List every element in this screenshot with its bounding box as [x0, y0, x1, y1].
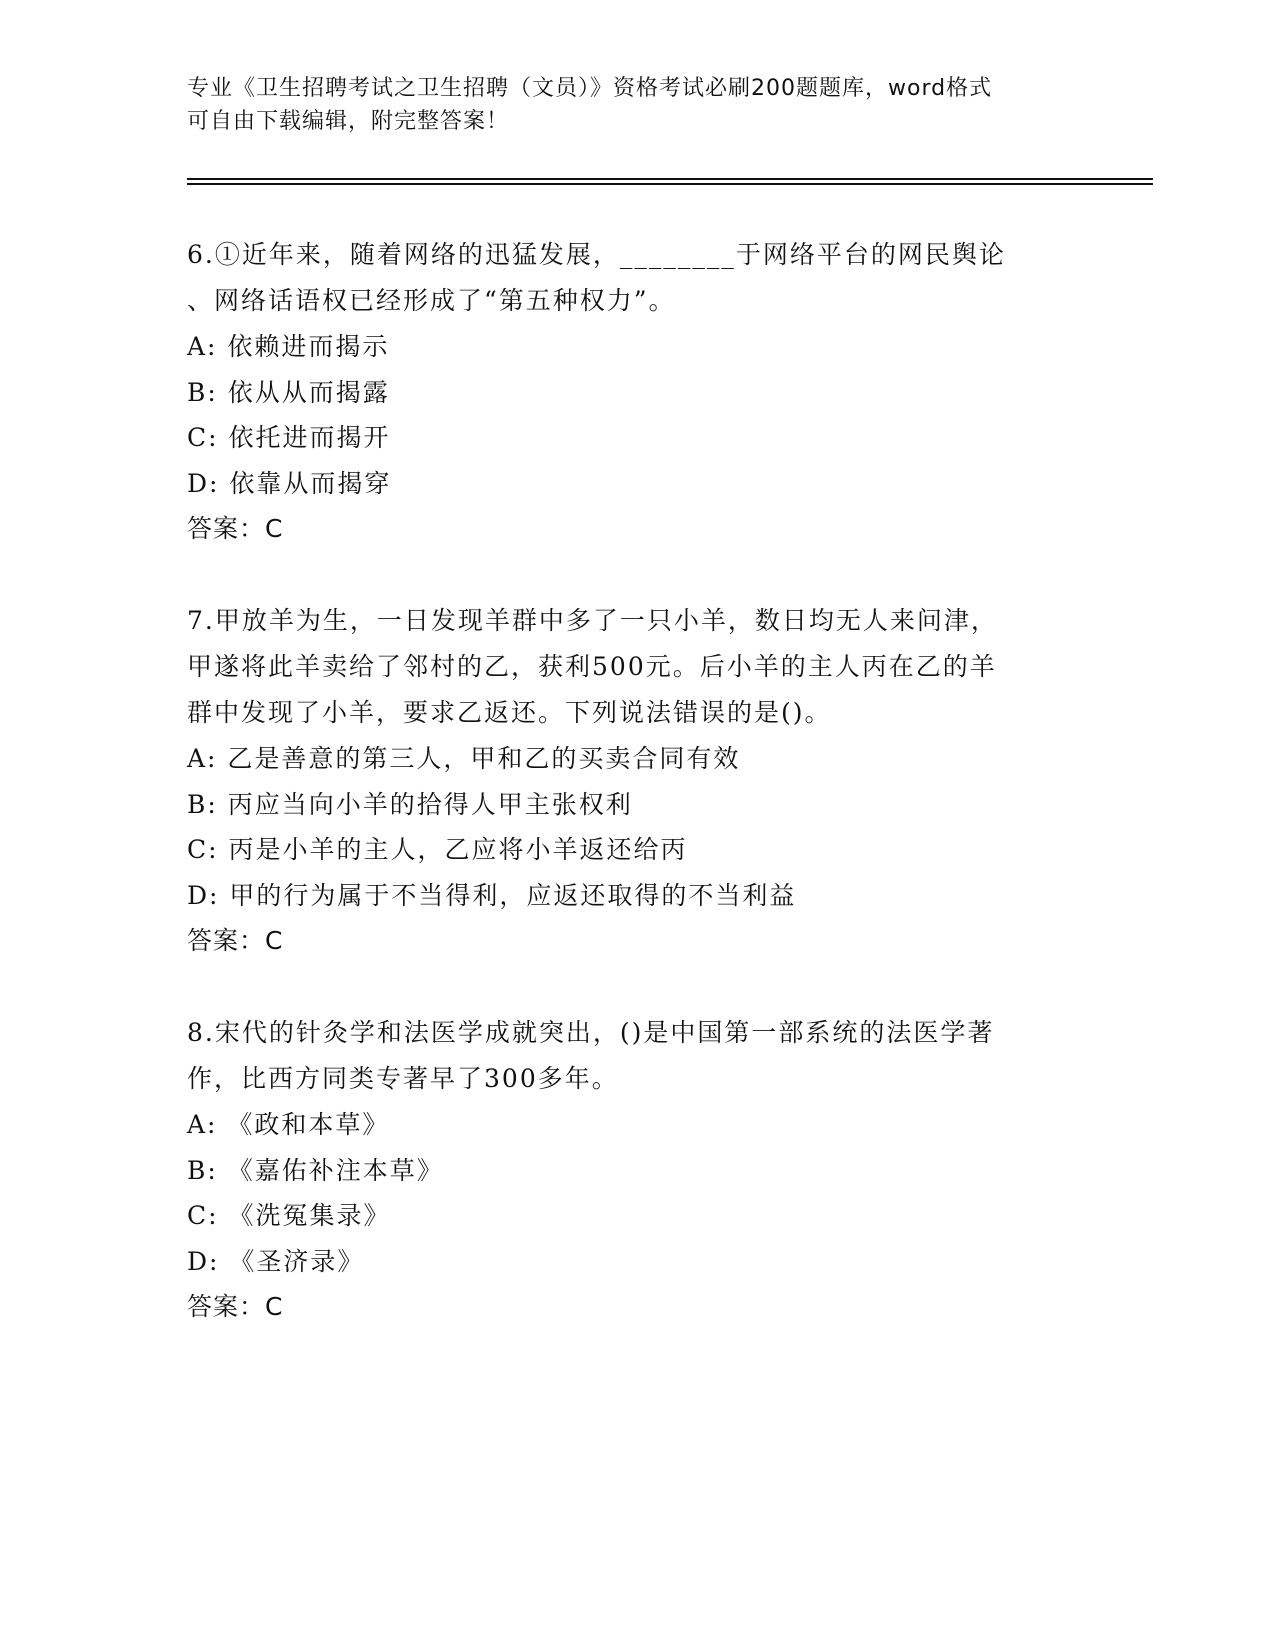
header-divider-bottom — [187, 183, 1153, 185]
option-c: C: 丙是小羊的主人，乙应将小羊返还给丙 — [187, 835, 688, 864]
option-b: B: 《嘉佑补注本草》 — [187, 1155, 444, 1185]
stem-line: 作，比西方同类专著早了300多年。 — [187, 1064, 619, 1093]
option-c: C: 《洗冤集录》 — [187, 1201, 391, 1230]
option-d: D: 依靠从而揭穿 — [187, 468, 392, 498]
question-stem — [187, 1010, 1087, 1102]
option-list — [187, 324, 1087, 506]
option-b: B: 丙应当向小羊的拾得人甲主张权利 — [187, 789, 633, 819]
option-d: D: 甲的行为属于不当得利，应返还取得的不当利益 — [187, 880, 797, 910]
stem-line: 6.①近年来，随着网络的迅猛发展，________于网络平台的网民舆论 — [187, 240, 1006, 269]
option-d: D: 《圣济录》 — [187, 1246, 365, 1276]
option-a: A: 依赖进而揭示 — [187, 332, 390, 361]
stem-line: 8.宋代的针灸学和法医学成就突出，()是中国第一部系统的法医学著 — [187, 1018, 995, 1047]
answer-line: 答案：C — [187, 926, 284, 955]
question-6 — [187, 232, 1087, 552]
answer-line: 答案：C — [187, 1292, 284, 1321]
option-a: A: 乙是善意的第三人，甲和乙的买卖合同有效 — [187, 744, 741, 773]
stem-line: 群中发现了小羊，要求乙返还。下列说法错误的是()。 — [187, 698, 832, 727]
header-divider-top — [187, 178, 1153, 180]
option-list — [187, 736, 1087, 918]
question-stem — [187, 598, 1087, 736]
document-header — [187, 72, 1067, 138]
option-a: A: 《政和本草》 — [187, 1110, 390, 1139]
header-line-2: 可自由下载编辑，附完整答案！ — [187, 109, 510, 134]
stem-line: 甲遂将此羊卖给了邻村的乙，获利500元。后小羊的主人丙在乙的羊 — [187, 652, 997, 681]
option-b: B: 依从从而揭露 — [187, 377, 390, 407]
answer-line: 答案：C — [187, 514, 284, 543]
option-list — [187, 1102, 1087, 1284]
question-7 — [187, 598, 1087, 964]
stem-line: 7.甲放羊为生，一日发现羊群中多了一只小羊，数日均无人来问津， — [187, 606, 998, 635]
option-c: C: 依托进而揭开 — [187, 423, 391, 452]
question-stem — [187, 232, 1087, 324]
header-line-1: 专业《卫生招聘考试之卫生招聘（文员）》资格考试必刷200题题库，word格式 — [187, 76, 993, 101]
stem-line: 、网络话语权已经形成了“第五种权力”。 — [187, 286, 676, 315]
question-8 — [187, 1010, 1087, 1330]
